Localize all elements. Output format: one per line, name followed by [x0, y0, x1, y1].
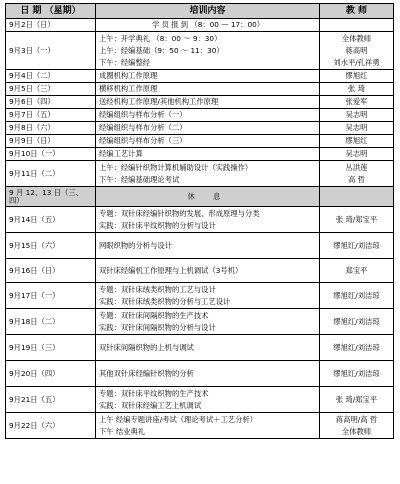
row-content: [96, 161, 320, 187]
schedule-row: [6, 32, 394, 70]
row-date: 9月3日（一）: [6, 32, 96, 70]
row-teacher: [320, 309, 394, 335]
teacher-line: 缪旭红/刘洁琼: [333, 290, 380, 300]
row-date: 9月15日（六）: [6, 233, 96, 259]
row-date: 9月16日（日）: [6, 259, 96, 283]
teacher-line: 缪旭红/刘洁琼: [333, 342, 380, 352]
schedule-row: [6, 207, 394, 233]
row-teacher: [320, 413, 394, 439]
rest-row: [6, 187, 394, 207]
row-teacher: [320, 135, 394, 148]
content-line: 实践：双针床间隔织物的分析与设计: [99, 322, 216, 332]
row-content: [96, 361, 320, 387]
row-content: [96, 413, 320, 439]
row-teacher: [320, 187, 394, 207]
content-line: 成圈机构工作原理: [99, 71, 158, 80]
schedule-row: [6, 122, 394, 135]
row-date: 9月10日（一）: [6, 148, 96, 161]
header-teacher: 教 师: [320, 4, 394, 19]
row-date: 9月2日（日）: [6, 19, 96, 32]
row-teacher: [320, 335, 394, 361]
row-content: [96, 19, 320, 32]
row-content: [96, 187, 320, 207]
content-line: 上午 经编专题讲座/考试（理论考试＋工艺分析）: [99, 414, 258, 424]
schedule-row: [6, 413, 394, 439]
content-line: 专题：双针床间隔织物的生产技术: [99, 310, 209, 320]
row-content: [96, 122, 320, 135]
row-date: 9月5日（三）: [6, 83, 96, 96]
row-teacher: [320, 70, 394, 83]
content-line: 实践：双针床平纹织物的分析与设计: [99, 220, 216, 230]
content-line: 上午：经编针织物计算机辅助设计（实践操作）: [99, 162, 253, 172]
teacher-line: 蒋高明: [345, 45, 368, 55]
row-content: [96, 233, 320, 259]
teacher-line: 全体教师: [341, 426, 372, 436]
content-line: 横移机构工作原理: [99, 84, 158, 93]
content-line: 下午：经编基础理论考试: [99, 174, 180, 184]
content-line: 送经机构工作原理/其他机构工作原理: [99, 97, 219, 106]
schedule-row: [6, 283, 394, 309]
header-content: 培训内容: [96, 4, 320, 19]
row-date: 9月7日（五）: [6, 109, 96, 122]
row-teacher: [320, 161, 394, 187]
row-teacher: [320, 207, 394, 233]
row-content: [96, 96, 320, 109]
schedule-row: [6, 161, 394, 187]
schedule-row: [6, 309, 394, 335]
content-line: 下午 结业典礼: [99, 426, 146, 436]
teacher-line: 高 哲: [348, 174, 365, 184]
row-content: [96, 309, 320, 335]
row-date: 9月22日（六）: [6, 413, 96, 439]
content-line: 专题：双针床经编针织物的发展、形成原理与分类: [99, 208, 260, 218]
header-date: 日 期 （星期）: [6, 4, 96, 19]
row-teacher: [320, 19, 394, 32]
teacher-line: 张 琦: [348, 84, 365, 93]
teacher-line: 缪旭红/刘洁琼: [333, 240, 380, 250]
content-line: 双针床间隔织物的上机与调试: [99, 342, 194, 352]
row-date: 9月4日（二）: [6, 70, 96, 83]
training-schedule-table: [5, 3, 394, 439]
row-date: 9 月 12、13 日（三、四）: [6, 187, 96, 207]
content-line: 经编组织与样布分析（二）: [99, 123, 187, 132]
row-date: 9月9日（日）: [6, 135, 96, 148]
teacher-line: 刘水平/孔祥勇: [333, 57, 380, 67]
row-teacher: [320, 96, 394, 109]
teacher-line: 缪旭红/刘洁琼: [333, 316, 380, 326]
row-teacher: [320, 233, 394, 259]
schedule-row: [6, 83, 394, 96]
teacher-line: 郑宝平: [345, 265, 368, 275]
teacher-line: 缪旭红: [345, 71, 368, 80]
schedule-row: [6, 19, 394, 32]
teacher-line: 全体教师: [341, 33, 372, 43]
content-line: 学 员 报 到 （8：00 — 17：00）: [151, 20, 265, 29]
content-line: 专题：双针床平纹织物的生产技术: [99, 388, 209, 398]
content-line: 实践：双针床绒类织物的分析与工艺设计: [99, 296, 231, 306]
teacher-line: 缪旭红: [345, 136, 368, 145]
row-date: 9月18日（二）: [6, 309, 96, 335]
content-line: 网眼织物的分析与设计: [99, 240, 172, 250]
row-content: [96, 259, 320, 283]
teacher-line: 张 琦/郑宝平: [335, 214, 378, 224]
row-teacher: [320, 109, 394, 122]
row-date: 9月8日（六）: [6, 122, 96, 135]
content-line: 下午：经编整经: [99, 57, 151, 67]
row-teacher: [320, 361, 394, 387]
row-date: 9月17日（一）: [6, 283, 96, 309]
row-date: 9月6日（四）: [6, 96, 96, 109]
row-content: [96, 148, 320, 161]
row-date: 9月11日（二）: [6, 161, 96, 187]
schedule-row: [6, 96, 394, 109]
row-teacher: [320, 259, 394, 283]
row-date: 9月19日（三）: [6, 335, 96, 361]
content-line: 专题：双针床绒类织物的工艺与设计: [99, 284, 216, 294]
row-content: [96, 83, 320, 96]
content-line: 实践：双针床经编工艺上机调试: [99, 400, 202, 410]
row-date: 9月14日（五）: [6, 207, 96, 233]
teacher-line: 蒋高明/高 哲: [335, 414, 378, 424]
teacher-line: 吴志明: [345, 110, 368, 119]
teacher-line: 缪旭红/刘洁琼: [333, 368, 380, 378]
content-line: 其他双针床经编针织物的分析: [99, 368, 194, 378]
schedule-row: [6, 259, 394, 283]
content-line: 休 息: [187, 191, 229, 201]
row-date: 9月20日（四）: [6, 361, 96, 387]
teacher-line: 丛洪莲: [345, 162, 368, 172]
teacher-line: 张爱军: [345, 97, 368, 106]
row-content: [96, 207, 320, 233]
schedule-row: [6, 335, 394, 361]
content-line: 双针床经编机工作原理与上机调试（3号机）: [99, 265, 243, 275]
schedule-row: [6, 387, 394, 413]
row-content: [96, 32, 320, 70]
table-body: [6, 19, 394, 439]
row-date: 9月21日（五）: [6, 387, 96, 413]
teacher-line: 吴志明: [345, 123, 368, 132]
row-content: [96, 109, 320, 122]
table-header-row: [6, 4, 394, 19]
content-line: 经编工艺计算: [99, 149, 143, 158]
schedule-row: [6, 135, 394, 148]
teacher-line: 张 琦/郑宝平: [335, 394, 378, 404]
row-teacher: [320, 122, 394, 135]
schedule-row: [6, 233, 394, 259]
row-teacher: [320, 387, 394, 413]
content-line: 上午：经编基础（9：50 ～ 11：30）: [99, 45, 224, 55]
content-line: 经编组织与样布分析（一）: [99, 110, 187, 119]
schedule-row: [6, 109, 394, 122]
row-teacher: [320, 32, 394, 70]
teacher-line: 吴志明: [345, 149, 368, 158]
schedule-row: [6, 70, 394, 83]
row-teacher: [320, 148, 394, 161]
row-content: [96, 283, 320, 309]
row-teacher: [320, 83, 394, 96]
content-line: 经编组织与样布分析（三）: [99, 136, 187, 145]
row-content: [96, 70, 320, 83]
schedule-row: [6, 361, 394, 387]
schedule-row: [6, 148, 394, 161]
row-content: [96, 387, 320, 413]
row-teacher: [320, 283, 394, 309]
content-line: 上午：开学典礼 （8：00 ～ 9：30）: [99, 33, 222, 43]
row-content: [96, 135, 320, 148]
row-content: [96, 335, 320, 361]
